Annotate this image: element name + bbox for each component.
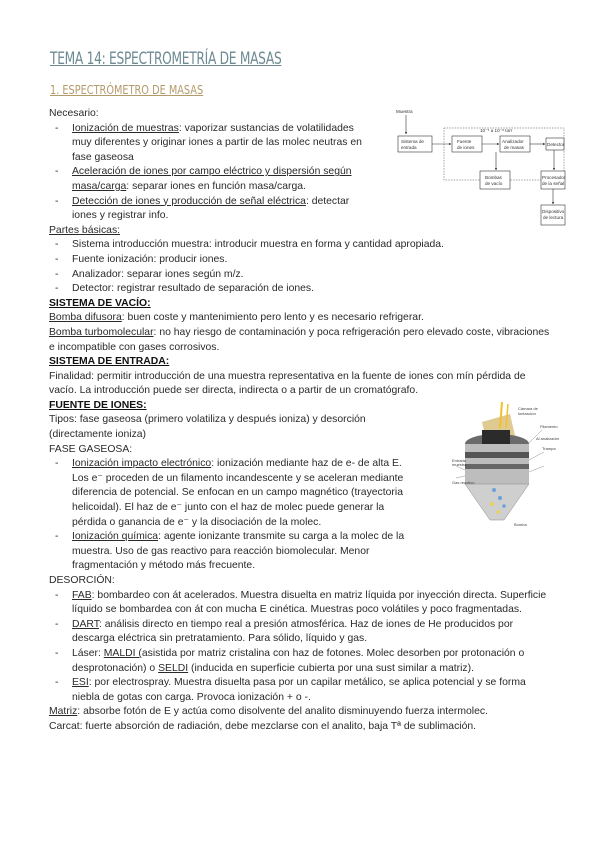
svg-text:Dispositivo: Dispositivo xyxy=(542,209,565,214)
list-item: - Láser: MALDI (asistida por matriz cristalina con haz de fotones. Molec desorben por protonación o desprotonación) o SELDI (inducida en superficie cubierta por una sust similar a matriz). xyxy=(55,647,525,674)
list-item: - ESI: por electrospray. Muestra disuelta pasa por un capilar metálico, se aplica potencial y se forma niebla de gotas con carga. Provoca ionización + o -. xyxy=(55,677,526,703)
necesario-label: Necesario: xyxy=(49,108,99,119)
list-item: - Ionización química: agente ionizante transmite su carga a la molec de la muestra. Uso de gas reactivo para reacción biomolecular. Menor fragmentación y método más frecuente. xyxy=(55,531,405,572)
list-item: - Ionización impacto electrónico: ionización mediante haz de e- de alta E. Los e⁻ proceden de un filamento incandescente y se aceleran mediante diferencia de potencial. Se enfocan en un campo magnético (trayectoria helicoidal). El haz de e⁻ junto con el haz de molec puede generar la pérdida o ganancia de e⁻ y la disociación de la molec. xyxy=(55,458,404,528)
desorcion-label: DESORCIÓN: xyxy=(49,575,115,586)
list-item: - Analizador: separar iones según m/z. xyxy=(55,268,244,280)
svg-text:ionización: ionización xyxy=(518,411,536,416)
bomba-turbomolecular: Bomba turbomolecular: no hay riesgo de contaminación y poca refrigeración pero elevado coste, vibraciones e incompatible con gases corrosivos. xyxy=(49,326,550,353)
diagram-muestra: Muestra xyxy=(396,109,413,114)
svg-text:Detector: Detector xyxy=(547,142,565,147)
svg-text:Procesador: Procesador xyxy=(542,175,566,180)
list-item: - Fuente ionización: producir iones. xyxy=(55,253,228,265)
fase-gaseosa-label: FASE GASEOSA: xyxy=(49,443,133,455)
svg-text:Trampa: Trampa xyxy=(542,446,556,451)
svg-text:Entrada: Entrada xyxy=(452,458,467,463)
svg-text:de lectura: de lectura xyxy=(543,215,564,220)
diagram-vacuum-label: 10⁻⁵ a 10⁻⁸ torr xyxy=(480,128,513,133)
svg-text:Filamento: Filamento xyxy=(540,424,558,429)
svg-text:de iones: de iones xyxy=(457,145,475,150)
svg-text:Sistema de: Sistema de xyxy=(401,139,424,144)
document-body xyxy=(49,107,551,735)
fuente-tipos: Tipos: fase gaseosa (primero volatiliza y después ioniza) y desorción (directamente ioniza) xyxy=(49,414,366,441)
svg-text:Analizador: Analizador xyxy=(502,139,524,144)
svg-text:muestra: muestra xyxy=(452,462,467,467)
entrada-text: Finalidad: permitir introducción de una muestra representativa en la fuente de iones con mín pérdida de vacío. La introducción puede ser directa, indirecta o a partir de un cromatógrafo. xyxy=(49,370,526,397)
bomba-difusora: Bomba difusora: buen coste y mantenimiento pero lento y es necesario refrigerar. xyxy=(49,312,424,324)
svg-text:de masas: de masas xyxy=(504,145,524,150)
list-item: - DART: análisis directo en tiempo real a presión atmosférica. Haz de iones de He producidos por descarga eléctrica sin pretratamiento. Para sólido, líquido y gas. xyxy=(55,618,514,645)
list-item: - Aceleración de iones por campo eléctrico y dispersión según masa/carga: separar iones en función masa/carga. xyxy=(55,166,352,192)
list-item: - FAB: bombardeo con át acelerados. Muestra disuelta en matriz líquida por inyección directa. Superficie líquido se bombardea con át con mucha E cinética. Muestras poco volátiles y poco fragmentadas. xyxy=(55,589,547,616)
carcat-text: Carcat: fuerte absorción de radiación, debe mezclarse con el analito, baja Tª de sublimación. xyxy=(49,720,477,732)
svg-text:de la señal: de la señal xyxy=(542,181,565,186)
svg-text:entrada: entrada xyxy=(401,145,417,150)
fuente-heading: FUENTE DE IONES: xyxy=(49,399,147,411)
entrada-heading: SISTEMA DE ENTRADA: xyxy=(49,356,170,368)
section-subtitle: 1. ESPECTRÓMETRO DE MASAS xyxy=(50,82,204,97)
matriz-text: Matriz: absorbe fotón de E y actúa como disolvente del analito disminuyendo fuerza intermolec. xyxy=(49,706,488,718)
list-item: - Detección de iones y producción de señal eléctrica: detectar iones y registrar info. xyxy=(55,195,350,222)
list-item: - Detector: registrar resultado de separación de iones. xyxy=(55,283,315,295)
page-title: TEMA 14: ESPECTROMETRÍA DE MASAS xyxy=(50,49,282,69)
partes-label: Partes básicas: xyxy=(49,224,121,236)
svg-text:Cámara de: Cámara de xyxy=(518,406,538,411)
svg-text:Bombas: Bombas xyxy=(485,175,502,180)
svg-text:de vacío: de vacío xyxy=(485,181,503,186)
list-item: - Ionización de muestras: vaporizar sustancias de volatilidades muy diferentes y originar iones a partir de las molec neutras en fase gaseosa xyxy=(55,122,362,163)
vacio-heading: SISTEMA DE VACÍO: xyxy=(49,297,151,309)
svg-text:Fuente: Fuente xyxy=(457,139,472,144)
svg-text:Al analizador: Al analizador xyxy=(536,436,560,441)
list-item: - Sistema introducción muestra: introducir muestra en forma y cantidad apropiada. xyxy=(55,239,444,251)
svg-text:Gas reactivo: Gas reactivo xyxy=(452,480,475,485)
svg-text:Bomba: Bomba xyxy=(514,522,527,527)
